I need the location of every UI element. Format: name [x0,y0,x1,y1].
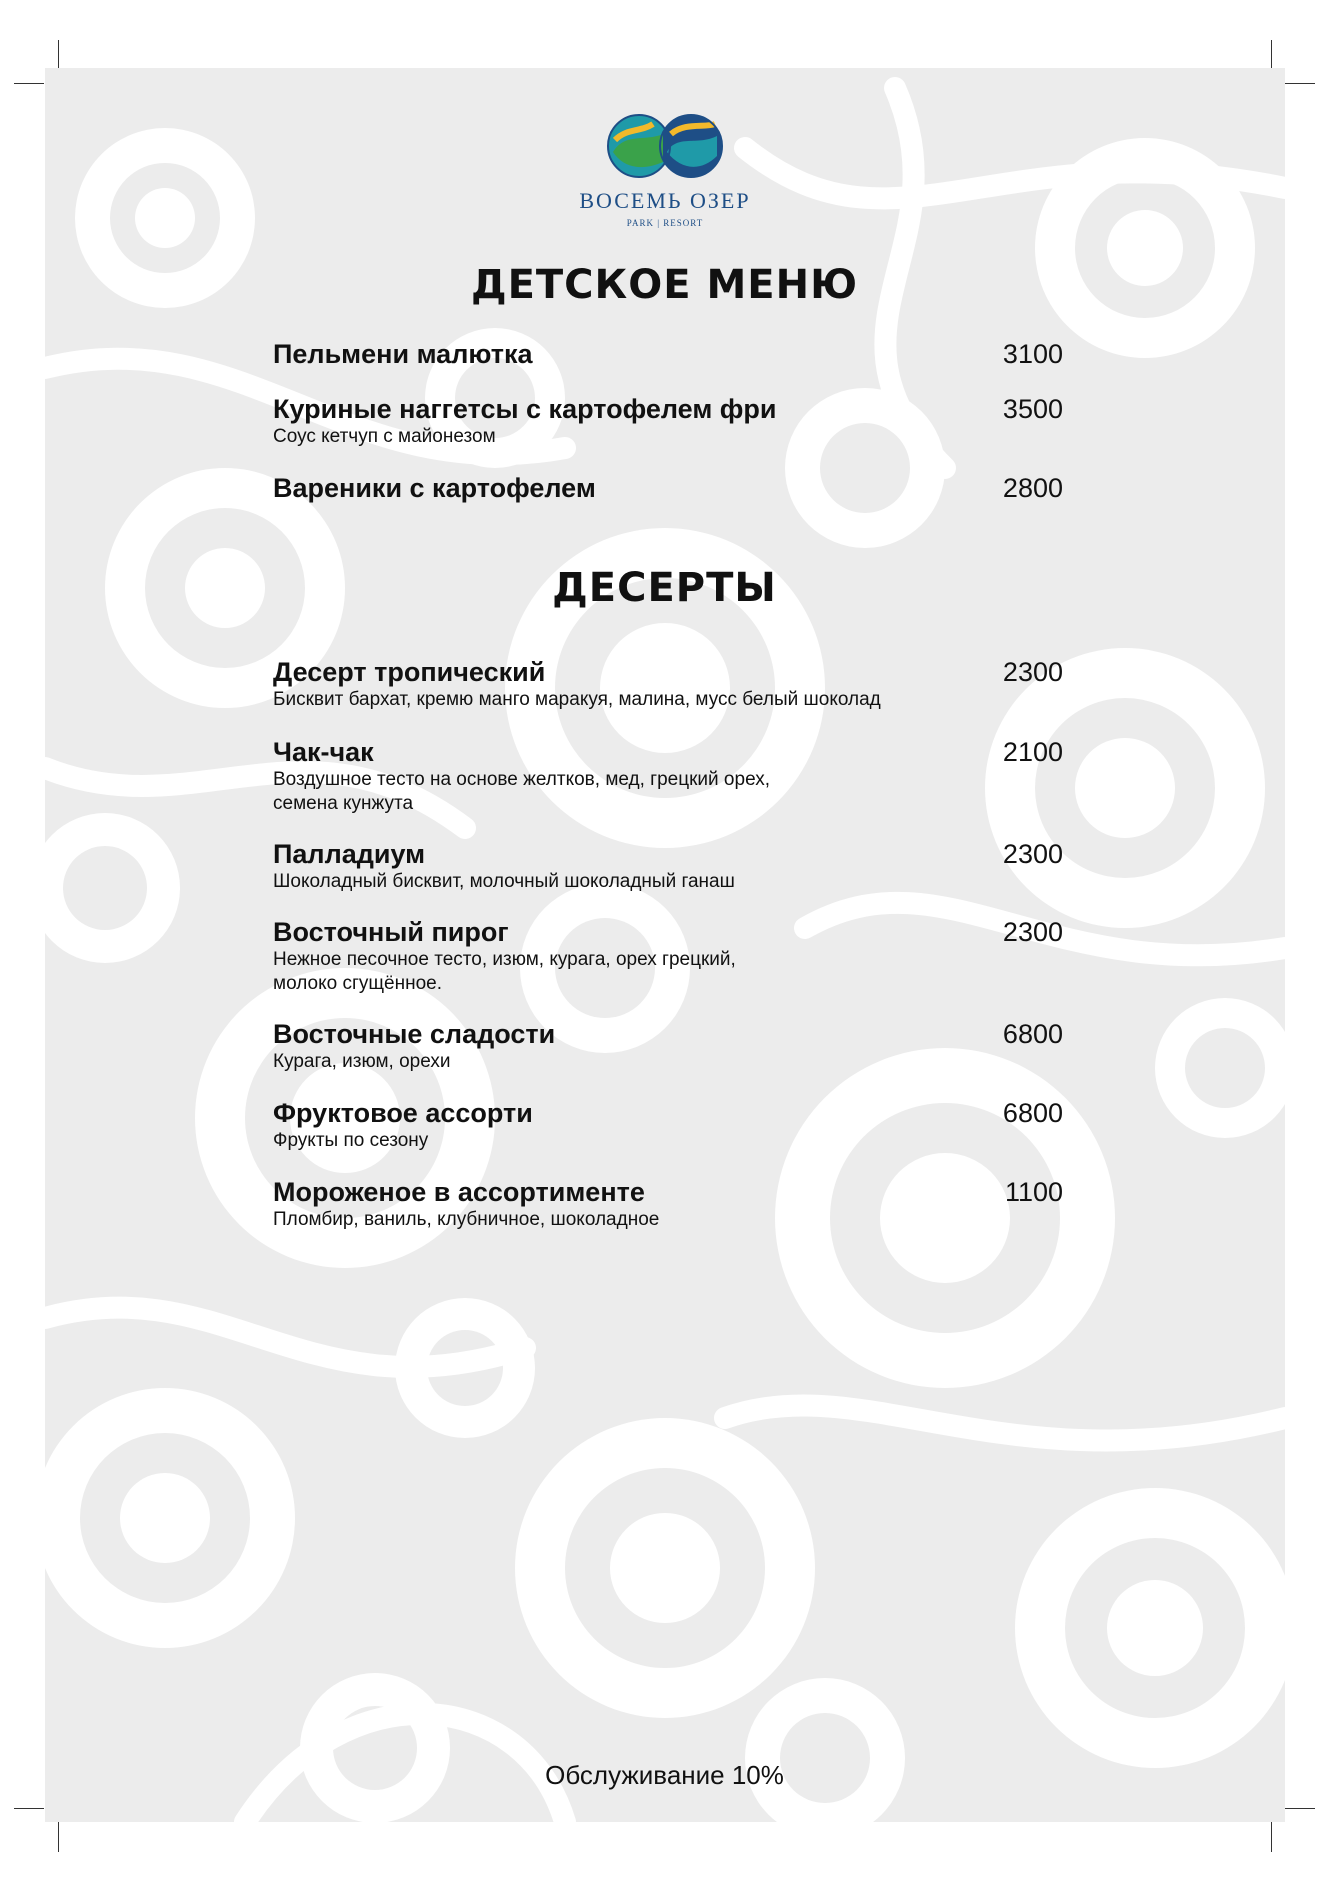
item-name: Чак-чак [273,737,374,767]
item-name: Куриные наггетсы с картофелем фри [273,394,777,424]
item-description: Фрукты по сезону [273,1130,429,1151]
item-price: 6800 [1002,1019,1063,1049]
item-name: Пельмени малютка [273,339,533,369]
crop-mark [58,40,59,70]
item-name: Палладиум [273,839,426,869]
crop-mark [14,83,44,84]
item-description: Пломбир, ваниль, клубничное, шоколадное [273,1209,660,1230]
brand-tagline: PARK | RESORT [626,218,704,228]
item-name: Десерт тропический [273,657,546,687]
crop-mark [14,1808,44,1809]
item-price: 2800 [1002,473,1063,503]
service-charge-note: Обслуживание 10% [545,1760,784,1790]
menu-item [273,916,1063,996]
menu-item [273,338,1063,370]
logo [600,112,730,180]
item-price: 2300 [1002,657,1063,687]
menu-item [273,736,1063,816]
menu-item [273,393,1063,449]
item-price: 3500 [1002,394,1063,424]
menu-item [273,656,1063,712]
item-price: 2300 [1002,839,1063,869]
section-title-kids-menu: ДЕТСКОЕ МЕНЮ [470,262,859,308]
menu-item [273,1097,1063,1153]
menu-item [273,1018,1063,1074]
brand-name: ВОСЕМЬ ОЗЕР [579,188,751,213]
crop-mark [1285,83,1315,84]
crop-mark [1271,1822,1272,1852]
section-title-desserts: ДЕСЕРТЫ [552,565,777,611]
crop-mark [58,1822,59,1852]
item-name: Восточные сладости [273,1019,556,1049]
item-description: Нежное песочное тесто, изюм, курага, орех грецкий, молоко сгущённое. [273,949,736,994]
item-description: Воздушное тесто на основе желтков, мед, грецкий орех, семена кунжута [273,769,770,814]
item-price: 2100 [1002,737,1063,767]
crop-mark [1271,40,1272,70]
item-name: Мороженое в ассортименте [273,1177,645,1207]
item-name: Восточный пирог [273,917,509,947]
menu-item [273,838,1063,894]
crop-mark [1285,1808,1315,1809]
item-description: Шоколадный бисквит, молочный шоколадный ганаш [273,871,735,892]
infinity-logo-icon [605,112,725,180]
item-name: Фруктовое ассорти [273,1098,533,1128]
item-price: 2300 [1002,917,1063,947]
item-price: 1100 [1004,1177,1063,1207]
item-description: Курага, изюм, орехи [273,1051,451,1072]
item-price: 3100 [1002,339,1063,369]
item-name: Вареники с картофелем [273,473,596,503]
menu-item [273,1176,1063,1232]
item-description: Бисквит бархат, кремю манго маракуя, малина, мусс белый шоколад [273,689,881,710]
item-description: Соус кетчуп с майонезом [273,426,496,447]
menu-item [273,472,1063,504]
item-price: 6800 [1002,1098,1063,1128]
